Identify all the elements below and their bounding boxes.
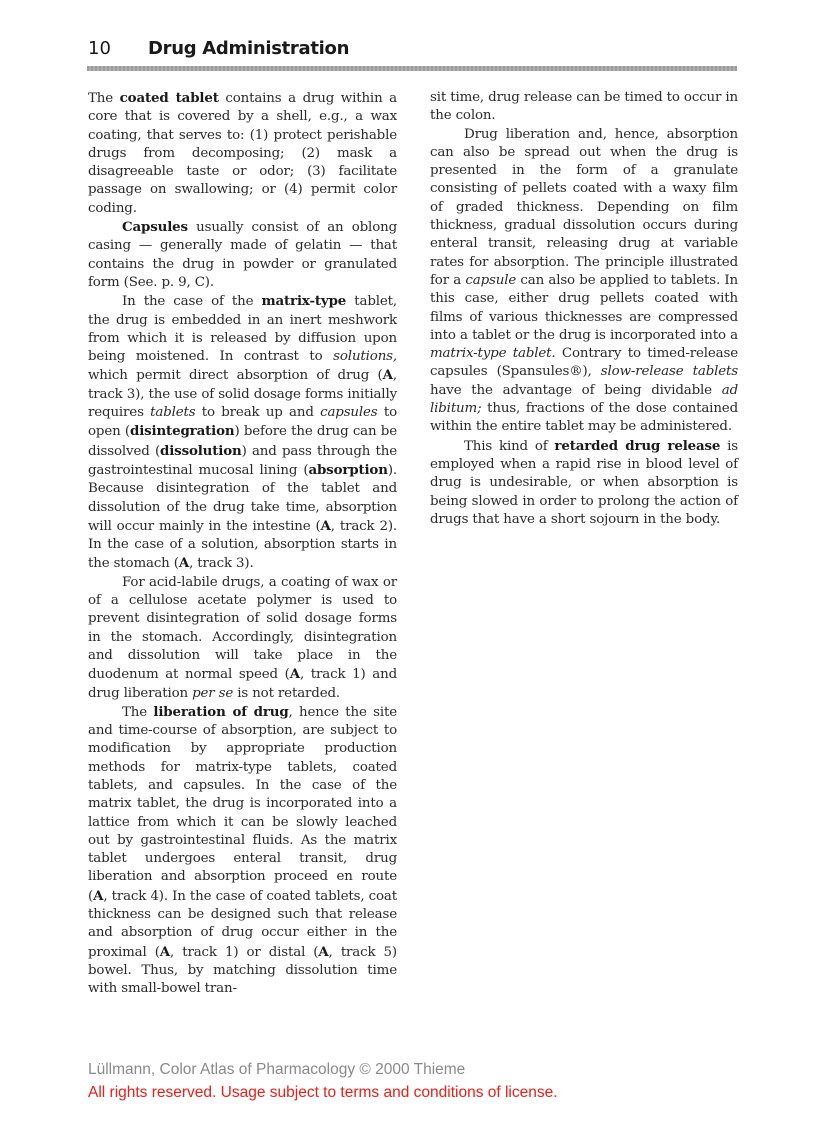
paragraph-coated-tablet [88,89,397,218]
text: which permit direct absorption of drug ( [88,368,383,384]
bold-term: retarded drug release [554,437,721,454]
text: , hence the site and time-course of absorption, are subject to modification by appropriate production methods for matrix-type tablets, coated tablets, and capsules. In the case of the matrix tablet, the drug is incorporated into a lattice from which it can be slowly leached out by gastrointestinal fluids. As the matrix tablet undergoes enteral transit, drug liberation and absorption proceed en route ( [88,704,397,904]
copyright-credit: Lüllmann, Color Atlas of Pharmacology © 2000 Thieme [88,1061,466,1078]
italic-term: slow-release tablets [600,364,739,380]
chapter-title: Drug Administration [148,38,350,59]
italic-term: capsules [320,405,378,421]
italic-term: matrix-type tablet. [430,346,556,362]
bold-term: disintegration [130,423,235,440]
text: , track 2). In the case of a solution, absorption starts in the stomach ( [88,518,398,572]
italic-term: per se [192,685,234,701]
figure-ref: A [320,517,331,534]
text: usually consist of an oblong casing — generally made of gelatin — that contains the drug in powder or granulated form (See. p. 9, C). [88,220,397,290]
right-text-column [430,89,738,529]
text: , track 1) or distal ( [170,944,319,960]
paragraph-retarded-release [430,437,738,529]
italic-term: ad libitum; [430,382,738,417]
text: is employed when a rapid rise in blood level of drug is undesirable, or when absorption is being slowed in order to prolong the action of drugs that have a short sojourn in the body. [430,438,739,527]
text: , track 3). [189,556,254,572]
italic-term: tablets [150,405,196,421]
text: sit time, drug release can be timed to occur in the colon. [430,90,738,124]
text: , track 3), the use of solid dosage forms initially requires [88,368,397,421]
text: have the advantage of being dividable [430,382,722,398]
bold-term: absorption [308,461,388,478]
paragraph-granulate-pellets [430,126,738,437]
bold-term: coated tablet [119,90,219,106]
text: is not retarded. [233,685,340,701]
page-number: 10 [88,38,111,59]
paragraph-matrix-type [88,292,397,573]
left-text-column [88,89,397,999]
figure-ref: A [93,887,104,904]
text: , track 5) bowel. Thus, by matching dissolution time with small-bowel tran- [88,944,397,997]
text: ). Because disintegration of the tablet and dissolution of the drug take time, absorption will occur mainly in the intestine ( [88,462,397,534]
figure-ref: A [159,943,171,960]
header-rule-divider [87,66,737,71]
text: This kind of [464,438,555,454]
text: can also be applied to tablets. In this case, either drug pellets coated with films of various thicknesses are compressed into a tablet or the drug is incorporated into a [430,272,738,343]
figure-ref: A [289,666,300,683]
text: to break up and [195,405,321,421]
italic-term: solutions, [333,349,397,365]
paragraph-continuation [430,89,738,126]
text: Drug liberation and, hence, absorption can also be spread out when the drug is presented in the form of a granulate consisting of pellets coated with a waxy film of graded thickness. Depending on film thickness, gradual dissolution occurs during enteral transit, releasing drug at variable rates for absorption. The principle illustrated for a [430,126,738,288]
text: For acid-labile drugs, a coating of wax or of a cellulose acetate polymer is used to prevent disintegration of solid dosage forms in the stomach. Accordingly, disintegration and dissolution will take place in the duodenum at normal speed ( [88,574,397,683]
text: thus, fractions of the dose contained within the entire tablet may be administered. [430,401,738,435]
license-notice: All rights reserved. Usage subject to terms and conditions of license. [88,1084,558,1101]
text: to open ( [88,405,397,440]
text: , track 4). In the case of coated tablets, coat thickness can be designed such that release and absorption of drug occur either in the proximal ( [88,888,397,960]
bold-term: matrix-type [261,293,347,310]
paragraph-capsules [88,218,397,292]
paragraph-liberation-of-drug [88,703,397,999]
bold-term: Capsules [122,219,188,236]
text: The [88,91,120,106]
text: ) before the drug can be dissolved ( [88,424,398,459]
figure-ref: A [318,943,329,960]
text: ) and pass through the gastrointestinal mucosal lining ( [88,443,397,478]
bold-term: dissolution [160,442,242,459]
figure-ref: A [178,555,190,572]
text: , track 1) and drug liberation [88,667,397,701]
text: tablet, the drug is embedded in an inert meshwork from which it is released by diffusion upon being moistened. In contrast to [88,294,397,365]
text: In the case of the [122,294,262,310]
italic-term: capsule [465,272,517,288]
text: The [122,704,154,720]
text: Contrary to timed-release capsules (Spansules®), [430,346,739,380]
text: contains a drug within a core that is covered by a shell, e.g., a wax coating, that serves to: (1) protect perishable drugs from decomposing; (2) mask a disagreeable taste or odor; (3) facilitate passage on swallowing; or (4) permit color coding. [88,91,398,216]
figure-ref: A [382,367,393,384]
paragraph-acid-labile [88,574,397,703]
bold-term: liberation of drug [153,703,289,720]
